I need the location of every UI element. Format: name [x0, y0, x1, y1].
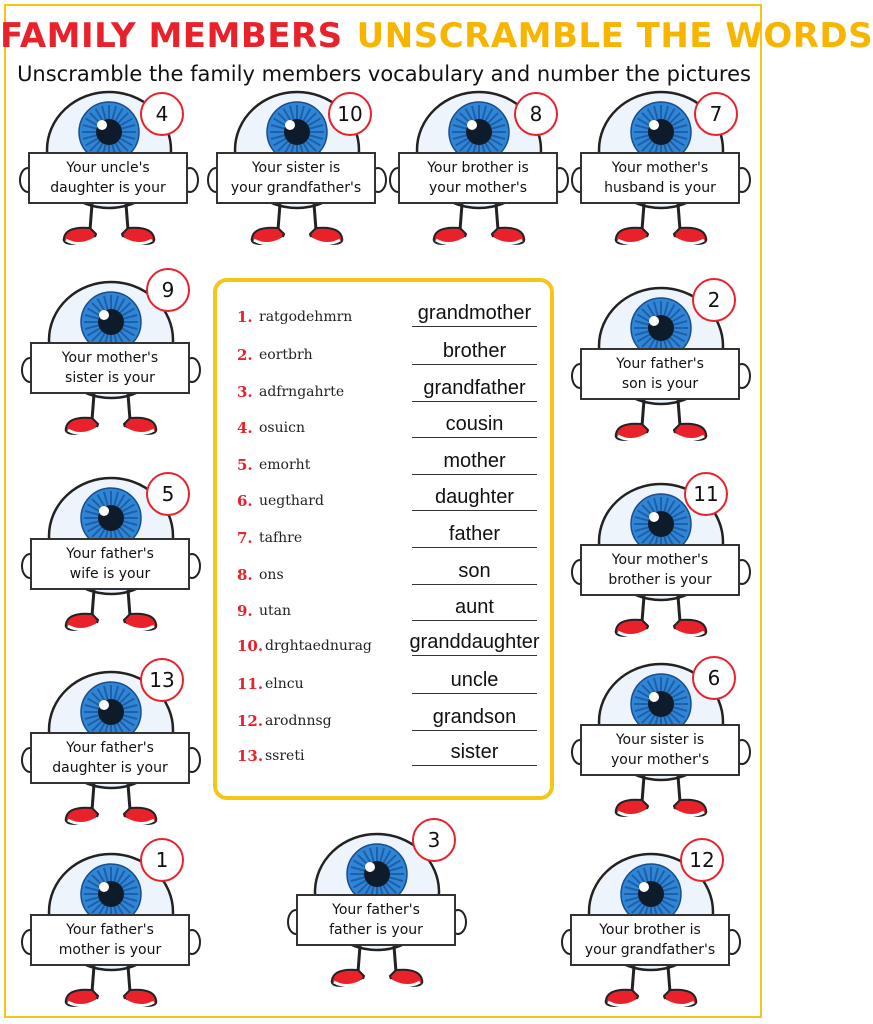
picture-number-badge: 11 [684, 472, 728, 516]
sign-line-2: your mother's [428, 180, 527, 196]
answer-line [412, 730, 537, 731]
answer-text: son [458, 560, 491, 582]
answer-line [412, 620, 537, 621]
scrambled-word: eortbrh [259, 347, 313, 363]
answer-line [412, 364, 537, 365]
word-row [237, 525, 547, 549]
picture-sign [580, 544, 740, 596]
word-number: 6. [237, 492, 253, 510]
word-row [237, 708, 547, 732]
sign-line-1: Your father's [66, 740, 154, 756]
scrambled-word: ssreti [265, 748, 305, 764]
sign-line-1: Your mother's [611, 160, 709, 176]
word-number: 8. [237, 566, 253, 584]
sign-line-2: wife is your [69, 566, 151, 582]
sign-line-1: Your father's [616, 356, 704, 372]
scrambled-word: drghtaednurag [265, 638, 372, 654]
answer-text: brother [442, 340, 507, 362]
sign-line-1: Your uncle's [66, 160, 150, 176]
scrambled-word: tafhre [259, 530, 303, 546]
sign-line-2: daughter is your [52, 760, 168, 776]
word-row [237, 562, 547, 586]
picture-number-badge: 3 [412, 818, 456, 862]
sign-line-1: Your mother's [61, 350, 159, 366]
word-number: 4. [237, 419, 253, 437]
word-row [237, 598, 547, 622]
sign-line-1: Your father's [66, 922, 154, 938]
answer-line [412, 655, 537, 656]
picture-sign [30, 914, 190, 966]
answer-text: grandson [432, 706, 517, 728]
answer-line [412, 765, 537, 766]
answer-line [412, 693, 537, 694]
answer-text: mother [443, 450, 506, 472]
answer-text: sister [450, 741, 499, 763]
picture-number-badge: 8 [514, 92, 558, 136]
word-row [237, 488, 547, 512]
sign-line-1: Your brother is [427, 160, 529, 176]
word-number: 1. [237, 308, 253, 326]
word-row [237, 304, 547, 328]
word-number: 12. [237, 712, 264, 730]
picture-number-badge: 10 [328, 92, 372, 136]
picture-number-badge: 5 [146, 472, 190, 516]
sign-line-1: Your sister is [251, 160, 341, 176]
sign-line-2: your grandfather's [584, 942, 716, 958]
answer-text: aunt [455, 596, 494, 618]
picture-sign [398, 152, 558, 204]
answer-line [412, 326, 537, 327]
word-row [237, 633, 547, 657]
picture-number-badge: 4 [140, 92, 184, 136]
scrambled-word: adfrngahrte [259, 384, 345, 400]
answer-text: cousin [445, 413, 504, 435]
scrambled-word: utan [259, 603, 292, 619]
picture-sign [30, 342, 190, 394]
word-row [237, 452, 547, 476]
word-number: 10. [237, 637, 264, 655]
picture-sign [30, 732, 190, 784]
word-list-panel [213, 278, 554, 800]
page-title [0, 16, 873, 56]
sign-line-2: mother is your [58, 942, 162, 958]
picture-sign [570, 914, 730, 966]
sign-line-1: Your father's [332, 902, 420, 918]
answer-text: daughter [435, 486, 514, 508]
word-row [237, 671, 547, 695]
word-number: 3. [237, 383, 253, 401]
title-family-members: FAMILY MEMBERS [0, 16, 343, 56]
answer-text: granddaughter [409, 631, 540, 653]
word-number: 9. [237, 602, 253, 620]
picture-sign [30, 538, 190, 590]
word-row [237, 415, 547, 439]
answer-line [412, 547, 537, 548]
title-unscramble: UNSCRAMBLE THE WORDS [356, 16, 873, 56]
answer-line [412, 510, 537, 511]
word-row [237, 743, 547, 767]
sign-line-2: brother is your [608, 572, 712, 588]
instructions: Unscramble the family members vocabulary and number the pictures [17, 62, 751, 86]
sign-line-1: Your mother's [611, 552, 709, 568]
answer-text: grandmother [417, 302, 532, 324]
scrambled-word: ons [259, 567, 284, 583]
picture-sign [28, 152, 188, 204]
answer-text: grandfather [423, 377, 526, 399]
answer-text: uncle [450, 669, 499, 691]
word-number: 11. [237, 675, 264, 693]
answer-line [412, 437, 537, 438]
answer-text: father [448, 523, 501, 545]
picture-sign [580, 724, 740, 776]
sign-line-2: son is your [621, 376, 699, 392]
picture-number-badge: 2 [692, 278, 736, 322]
picture-number-badge: 9 [146, 268, 190, 312]
answer-line [412, 474, 537, 475]
sign-line-2: your mother's [610, 752, 709, 768]
picture-sign [216, 152, 376, 204]
scrambled-word: emorht [259, 457, 311, 473]
word-number: 13. [237, 747, 264, 765]
sign-line-2: husband is your [604, 180, 716, 196]
answer-line [412, 401, 537, 402]
sign-line-1: Your father's [66, 546, 154, 562]
sign-line-2: sister is your [65, 370, 155, 386]
picture-number-badge: 13 [140, 658, 184, 702]
picture-number-badge: 12 [680, 838, 724, 882]
sign-line-2: daughter is your [50, 180, 166, 196]
scrambled-word: osuicn [259, 420, 305, 436]
picture-sign [580, 152, 740, 204]
answer-line [412, 584, 537, 585]
eyeball-character [566, 480, 756, 650]
scrambled-word: elncu [265, 676, 304, 692]
sign-line-2: father is your [329, 922, 423, 938]
sign-line-1: Your sister is [615, 732, 705, 748]
picture-number-badge: 7 [694, 92, 738, 136]
picture-number-badge: 6 [692, 656, 736, 700]
sign-line-2: your grandfather's [230, 180, 362, 196]
sign-line-1: Your brother is [599, 922, 701, 938]
picture-number-badge: 1 [140, 838, 184, 882]
word-number: 7. [237, 529, 253, 547]
scrambled-word: uegthard [259, 493, 324, 509]
word-row [237, 342, 547, 366]
word-number: 5. [237, 456, 253, 474]
scrambled-word: arodnnsg [265, 713, 332, 729]
picture-sign [296, 894, 456, 946]
scrambled-word: ratgodehmrn [259, 309, 353, 325]
word-number: 2. [237, 346, 253, 364]
picture-sign [580, 348, 740, 400]
word-row [237, 379, 547, 403]
